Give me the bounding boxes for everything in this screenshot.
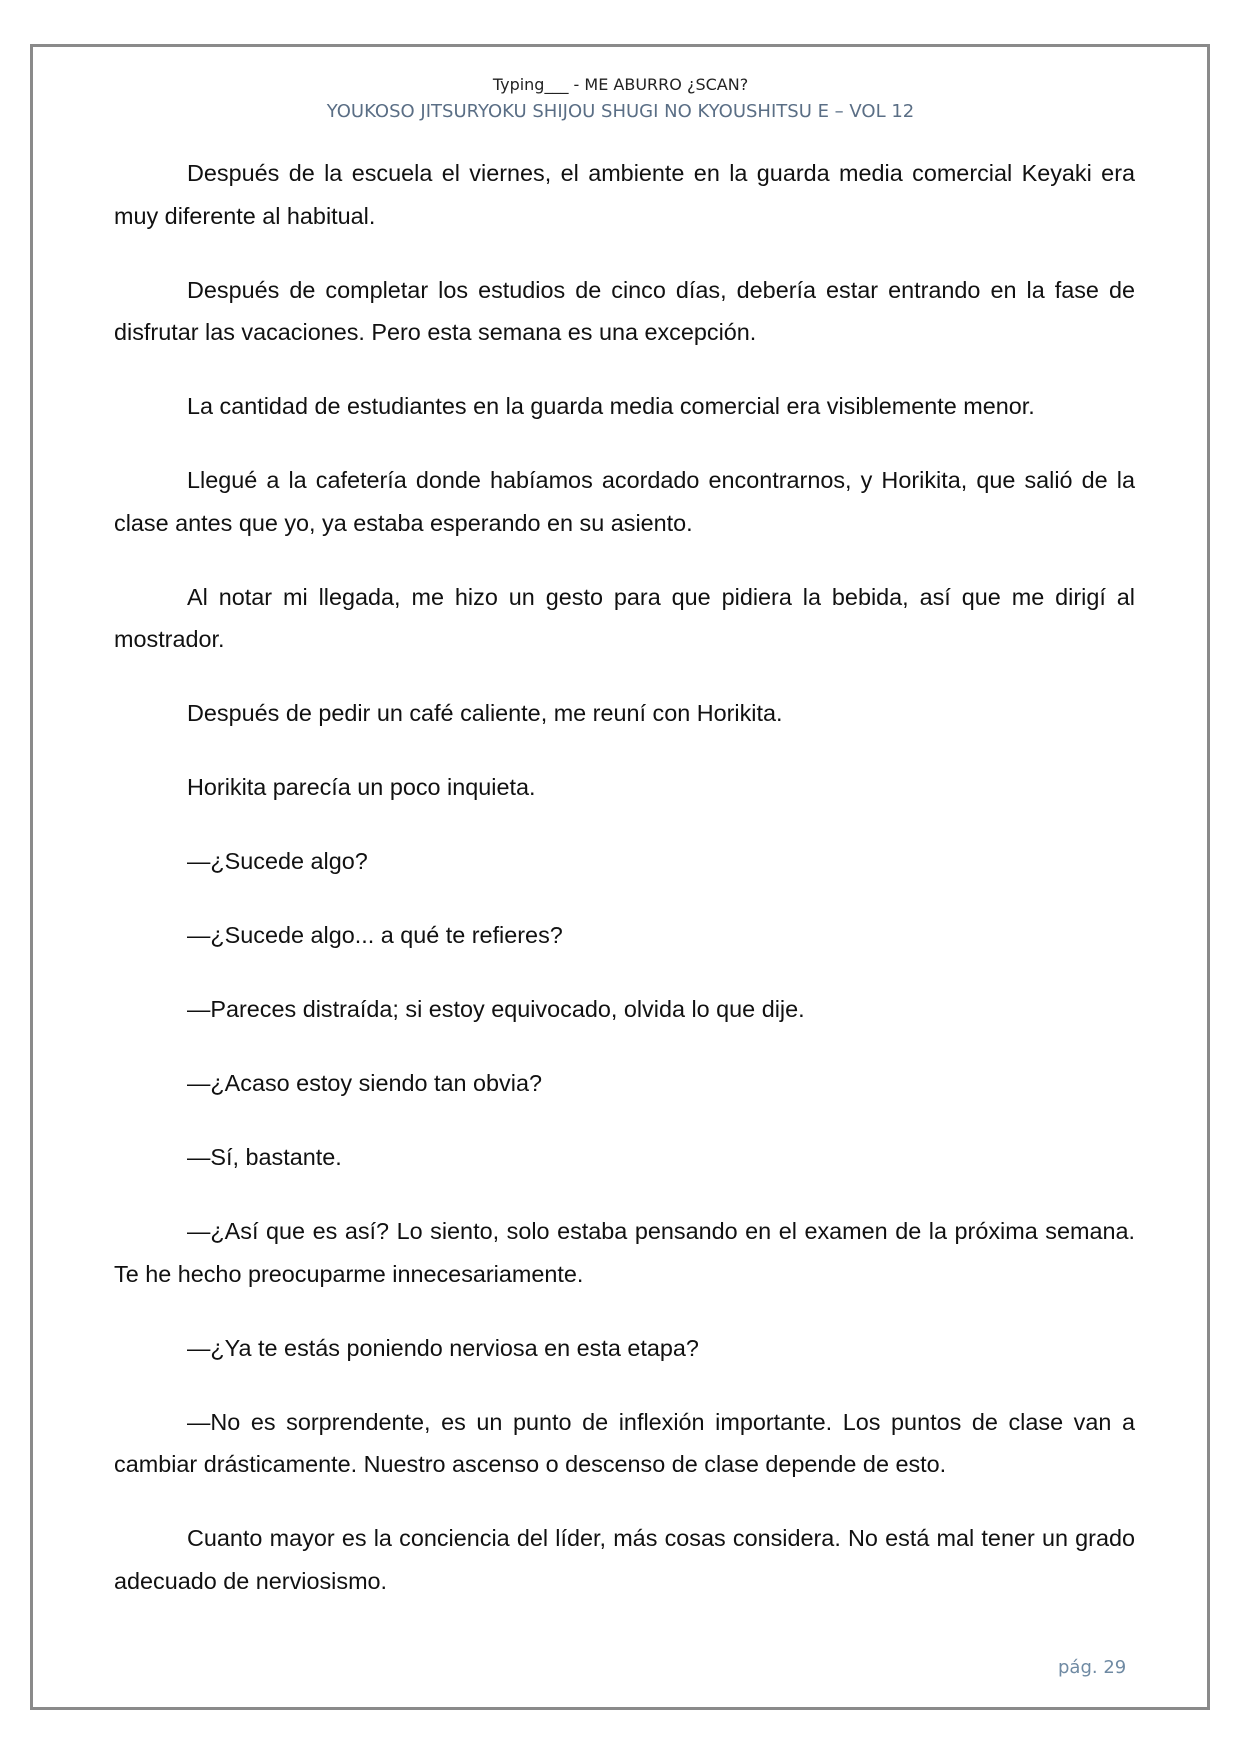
dialogue-line: —¿Ya te estás poniendo nerviosa en esta etapa? — [187, 1334, 699, 1361]
page-number: pág. 29 — [1058, 1657, 1127, 1678]
paragraph: Al notar mi llegada, me hizo un gesto para que pidiera la bebida, así que me dirigí al mostrador. — [114, 583, 1135, 652]
paragraph: Cuanto mayor es la conciencia del líder, más cosas considera. No está mal tener un grado adecuado de nerviosismo. — [114, 1525, 1135, 1594]
body-text — [114, 152, 1135, 1634]
paragraph: Después de la escuela el viernes, el ambiente en la guarda media comercial Keyaki era muy diferente al habitual. — [114, 160, 1135, 229]
header-book-title: YOUKOSO JITSURYOKU SHIJOU SHUGI NO KYOUSHITSU E – VOL 12 — [326, 101, 915, 122]
dialogue-line: —Pareces distraída; si estoy equivocado, olvida lo que dije. — [187, 996, 805, 1022]
paragraph: La cantidad de estudiantes en la guarda media comercial era visiblemente menor. — [187, 393, 1035, 419]
dialogue-line: —¿Sucede algo? — [187, 848, 368, 874]
dialogue-line: —¿Sucede algo... a qué te refieres? — [187, 922, 563, 948]
paragraph: Después de pedir un café caliente, me reuní con Horikita. — [187, 700, 783, 726]
header-typing-credit: Typing___ - ME ABURRO ¿SCAN? — [492, 75, 749, 94]
paragraph: Llegué a la cafetería donde habíamos acordado encontrarnos, y Horikita, que salió de la clase antes que yo, ya estaba esperando en su asiento. — [114, 467, 1135, 536]
dialogue-line: —No es sorprendente, es un punto de inflexión importante. Los puntos de clase van a cambiar drásticamente. Nuestro ascenso o descenso de clase depende de esto. — [114, 1408, 1135, 1477]
dialogue-line: —¿Acaso estoy siendo tan obvia? — [187, 1070, 542, 1096]
dialogue-line: —Sí, bastante. — [187, 1144, 342, 1170]
paragraph: Horikita parecía un poco inquieta. — [187, 774, 536, 800]
paragraph: Después de completar los estudios de cinco días, debería estar entrando en la fase de disfrutar las vacaciones. Pero esta semana es una excepción. — [114, 276, 1135, 345]
dialogue-line: —¿Así que es así? Lo siento, solo estaba pensando en el examen de la próxima semana. Te he hecho preocuparme innecesariamente. — [114, 1218, 1135, 1287]
